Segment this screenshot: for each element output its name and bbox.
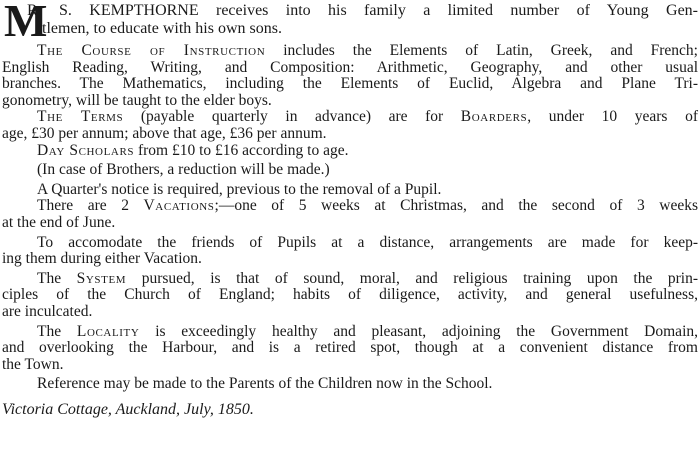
locality-text-2: is exceedingly healthy and pleasant, adjoining the Government Domain, bbox=[139, 322, 698, 340]
terms-text-2: , under 10 years of bbox=[527, 108, 698, 126]
reference-paragraph bbox=[2, 376, 698, 393]
drop-cap: M bbox=[4, 0, 48, 46]
opening-line-1: R. S. KEMPTHORNE receives into his family a limited number of Young Gen- bbox=[27, 2, 698, 19]
reference-line: Reference may be made to the Parents of the Children now in the School. bbox=[37, 375, 493, 393]
vacations-line-2: at the end of June. bbox=[2, 213, 116, 231]
vacations-heading: Vacations bbox=[143, 197, 215, 215]
course-paragraph bbox=[2, 43, 698, 109]
day-scholars-text: from £10 to £16 according to age. bbox=[134, 141, 349, 159]
vacations-paragraph bbox=[2, 198, 698, 231]
notice-paragraph bbox=[2, 182, 698, 199]
day-scholars-heading: Day Scholars bbox=[37, 141, 135, 159]
terms-line-1 bbox=[2, 109, 698, 126]
terms-heading: The Terms bbox=[37, 108, 124, 126]
opening-paragraph bbox=[2, 0, 698, 46]
system-heading: System bbox=[76, 269, 127, 287]
advertisement bbox=[2, 2, 698, 419]
system-line-1 bbox=[2, 271, 698, 288]
terms-line-2: age, £30 per annum; above that age, £36 per annum. bbox=[2, 124, 327, 142]
boarders-label: Boarders bbox=[460, 108, 528, 126]
system-text-2: pursued, is that of sound, moral, and religious training upon the prin- bbox=[126, 269, 698, 287]
accommodate-line-1: To accomodate the friends of Pupils at a distance, arrangements are made for keep- bbox=[37, 233, 698, 251]
vacations-text-2: ;—one of 5 weeks at Christmas, and the second of 3 weeks bbox=[214, 197, 698, 215]
course-line-4: gonometry, will be taught to the elder boys. bbox=[2, 91, 272, 109]
accommodate-line-2: ing them during either Vacation. bbox=[2, 250, 202, 268]
locality-line-2: and overlooking the Harbour, and is a retired spot, though at a convenient distance from bbox=[2, 339, 698, 357]
course-heading: The Course of Instruction bbox=[37, 42, 266, 59]
terms-text-1: (payable quarterly in advance) are for bbox=[123, 108, 461, 126]
accommodate-paragraph bbox=[2, 235, 698, 268]
locality-line-1 bbox=[2, 324, 698, 341]
vacations-line-1 bbox=[2, 198, 698, 215]
locality-line-3: the Town. bbox=[2, 355, 64, 373]
day-scholars-paragraph bbox=[2, 143, 698, 160]
locality-text-1: The bbox=[37, 322, 77, 340]
locality-paragraph bbox=[2, 324, 698, 374]
course-line-3: branches. The Mathematics, including the Elements of Euclid, Algebra and Plane Tri- bbox=[2, 75, 698, 93]
course-text: includes the Elements of Latin, Greek, and French; bbox=[265, 42, 698, 59]
course-line-2: English Reading, Writing, and Composition: Arithmetic, Geography, and other usual bbox=[2, 58, 698, 76]
opening-line-2: tlemen, to educate with his own sons. bbox=[42, 20, 282, 37]
day-scholars-line bbox=[2, 143, 698, 160]
notice-line: A Quarter's notice is required, previous to the removal of a Pupil. bbox=[37, 180, 442, 198]
brothers-paragraph bbox=[2, 162, 698, 179]
system-text-1: The bbox=[37, 269, 77, 287]
terms-paragraph bbox=[2, 109, 698, 142]
locality-heading: Locality bbox=[76, 322, 140, 340]
system-paragraph bbox=[2, 271, 698, 321]
signature-line: Victoria Cottage, Auckland, July, 1850. bbox=[2, 400, 254, 418]
vacations-text-1: There are 2 bbox=[37, 197, 144, 215]
course-line-1 bbox=[2, 43, 698, 60]
system-line-3: are inculcated. bbox=[2, 302, 93, 320]
brothers-line: (In case of Brothers, a reduction will be made.) bbox=[37, 161, 330, 179]
system-line-2: ciples of the Church of England; habits of diligence, activity, and general usefulness, bbox=[2, 286, 698, 304]
